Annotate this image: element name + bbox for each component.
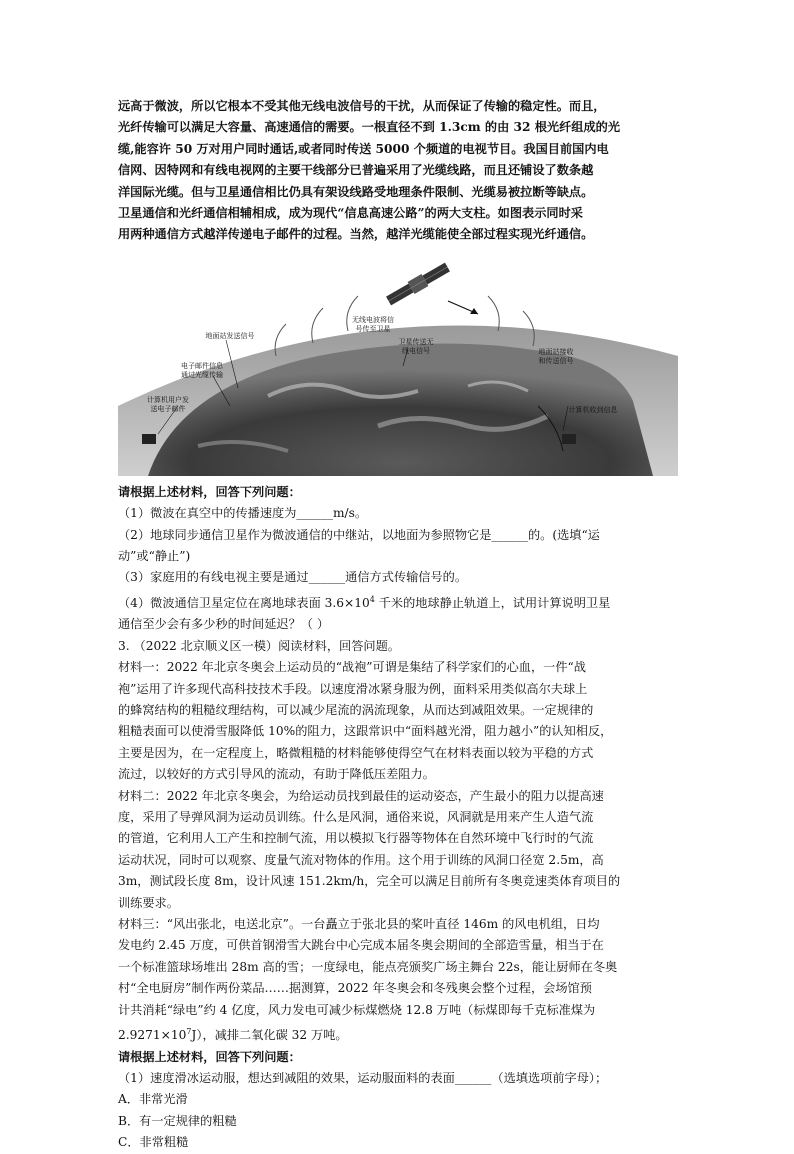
- question-item: （4）微波通信卫星定位在离地球表面 $3.6\times 10^4$ 千米的地球静止轨道上，试用计算说明卫星: [118, 594, 611, 610]
- page: [118, 96, 678, 1154]
- question-item: （1）微波在真空中的传播速度为______m/s。: [118, 506, 368, 521]
- label-relay: 卫星传送无 线电信号: [398, 337, 434, 355]
- text-line: 运动状况，同时可以观察、度量气流对物体的作用。这个用于训练的风洞口径宽 2.5m，高: [118, 852, 604, 867]
- question-3: [118, 636, 678, 1154]
- text-line: 用两种通信方式越洋传递电子邮件的过程。当然，越洋光缆能使全部过程实现光纤通信。: [118, 227, 594, 242]
- text-line: 远高于微波，所以它根本不受其他无线电波信号的干扰，从而保证了传输的稳定性。而且，: [118, 99, 606, 113]
- text-line: 卫星通信和光纤通信相辅相成，成为现代“信息高速公路”的两大支柱。如图表示同时采: [118, 206, 583, 221]
- text-line: 材料三：“风出张北，电送北京”。一台矗立于张北县的桨叶直径 146m 的风电机组，日均: [118, 917, 600, 932]
- label-ground-receive: 地面站接收 和传送信号: [538, 347, 574, 365]
- text-line: 粗糙表面可以使滑雪服降低 10%的阻力，这跟常识中“面料越光滑，阻力越小”的认知相反，: [118, 724, 613, 739]
- prompt: 请根据上述材料，回答下列问题：: [118, 484, 301, 499]
- text-line: 计共消耗“绿电”约 4 亿度，风力发电可减少标煤燃烧 12.8 万吨（标煤即每千克标准煤为: [118, 1002, 596, 1017]
- text-line: 度，采用了导弹风洞为运动员训练。什么是风洞，通俗来说，风洞就是用来产生人造气流: [118, 810, 594, 824]
- text-line: 缆,能容许 50 万对用户同时通话,或者同时传送 5000 个频道的电视节目。我国目前国内电: [118, 141, 609, 156]
- text-line: 袍”运用了许多现代高科技技术手段。以速度滑冰紧身服为例，面料采用类似高尔夫球上: [118, 681, 588, 696]
- satellite-communication-figure: [118, 256, 678, 476]
- sender-computer-icon: [142, 434, 156, 444]
- text-line: 信网、因特网和有线电视网的主要干线部分已普遍采用了光缆线路，而且还铺设了数条越: [118, 163, 594, 178]
- question-item: （3）家庭用的有线电视主要是通过______通信方式传输信号的。: [118, 570, 468, 585]
- receiver-computer-icon: [562, 434, 576, 444]
- text-line: 光纤传输可以满足大容量、高速通信的需要。一根直径不到 1.3cm 的由 32 根光纤组成的光: [118, 120, 621, 135]
- question-2: [118, 482, 678, 636]
- label-user-send: 计算机用户发 送电子邮件: [147, 395, 189, 413]
- question-item: 通信至少会有多少秒的时间延迟？（ ）: [118, 617, 330, 632]
- text-line: 主要是因为，在一定程度上，略微粗糙的材料能够使得空气在材料表面以较为平稳的方式: [118, 745, 594, 760]
- text-line: $2.9271\times 10^7J$），减排二氧化碳 32 万吨。: [118, 1027, 348, 1043]
- text-line: 洋国际光缆。但与卫星通信相比仍具有架设线路受地理条件限制、光缆易被拉断等缺点。: [118, 184, 594, 199]
- text-line: 发电约 2.45 万度，可供首钢滑雪大跳台中心完成本届冬奥会期间的全部造雪量，相当于在: [118, 938, 604, 953]
- text-line: 的蜂窝结构的粗糙纹理结构，可以减少尾流的涡流现象，从而达到减阻效果。一定规律的: [118, 702, 594, 717]
- text-line: 村“全电厨房”制作两份菜品……据测算，2022 年冬奥会和冬残奥会整个过程，会场馆预: [118, 981, 592, 996]
- option-a: A．非常光滑: [118, 1092, 188, 1107]
- text-line: 流过，以较好的方式引导风的流动，有助于降低压差阻力。: [118, 767, 435, 782]
- text-line: 的管道，它利用人工产生和控制气流，用以模拟飞行器等物体在自然环境中飞行时的气流: [118, 831, 594, 846]
- satellite-icon: [385, 261, 451, 307]
- text-line: 3m，测试段长度 8m，设计风速 151.2km/h，完全可以满足目前所有冬奥竞速类体育项目的: [118, 874, 621, 889]
- intro-paragraph: [118, 96, 678, 246]
- label-receive: 计算机收到信息: [568, 405, 618, 414]
- text-line: 一个标准篮球场堆出 28m 高的雪；一度绿电，能点亮颁奖广场主舞台 22s，能让厨师在冬奥: [118, 959, 618, 974]
- question-item: 动”或“静止”): [118, 549, 191, 564]
- question-header: 3. （2022 北京顺义区一模）阅读材料，回答问题。: [118, 638, 400, 653]
- text-line: 训练要求。: [118, 895, 179, 910]
- option-b: B．有一定规律的粗糙: [118, 1113, 237, 1128]
- question-item: （2）地球同步通信卫星作为微波通信的中继站，以地面为参照物它是______的。(选填“运: [118, 527, 600, 542]
- text-line: 材料二：2022 年北京冬奥会，为给运动员找到最佳的运动姿态，产生最小的阻力以提高速: [118, 788, 604, 803]
- text-line: 材料一：2022 年北京冬奥会上运动员的“战袍”可谓是集结了科学家们的心血，一件“战: [118, 660, 586, 675]
- option-c: C．非常粗糙: [118, 1135, 189, 1150]
- label-cable: 电子邮件信息 通过光缆传输: [181, 361, 223, 379]
- question-item: （1）速度滑冰运动服，想达到减阻的效果，运动服面料的表面______（选填选项前字母）；: [118, 1070, 608, 1085]
- prompt: 请根据上述材料，回答下列问题：: [118, 1049, 301, 1064]
- label-ground-send: 地面站发送信号: [205, 331, 255, 340]
- label-uplink: 无线电波将信 号传至卫星: [352, 315, 394, 333]
